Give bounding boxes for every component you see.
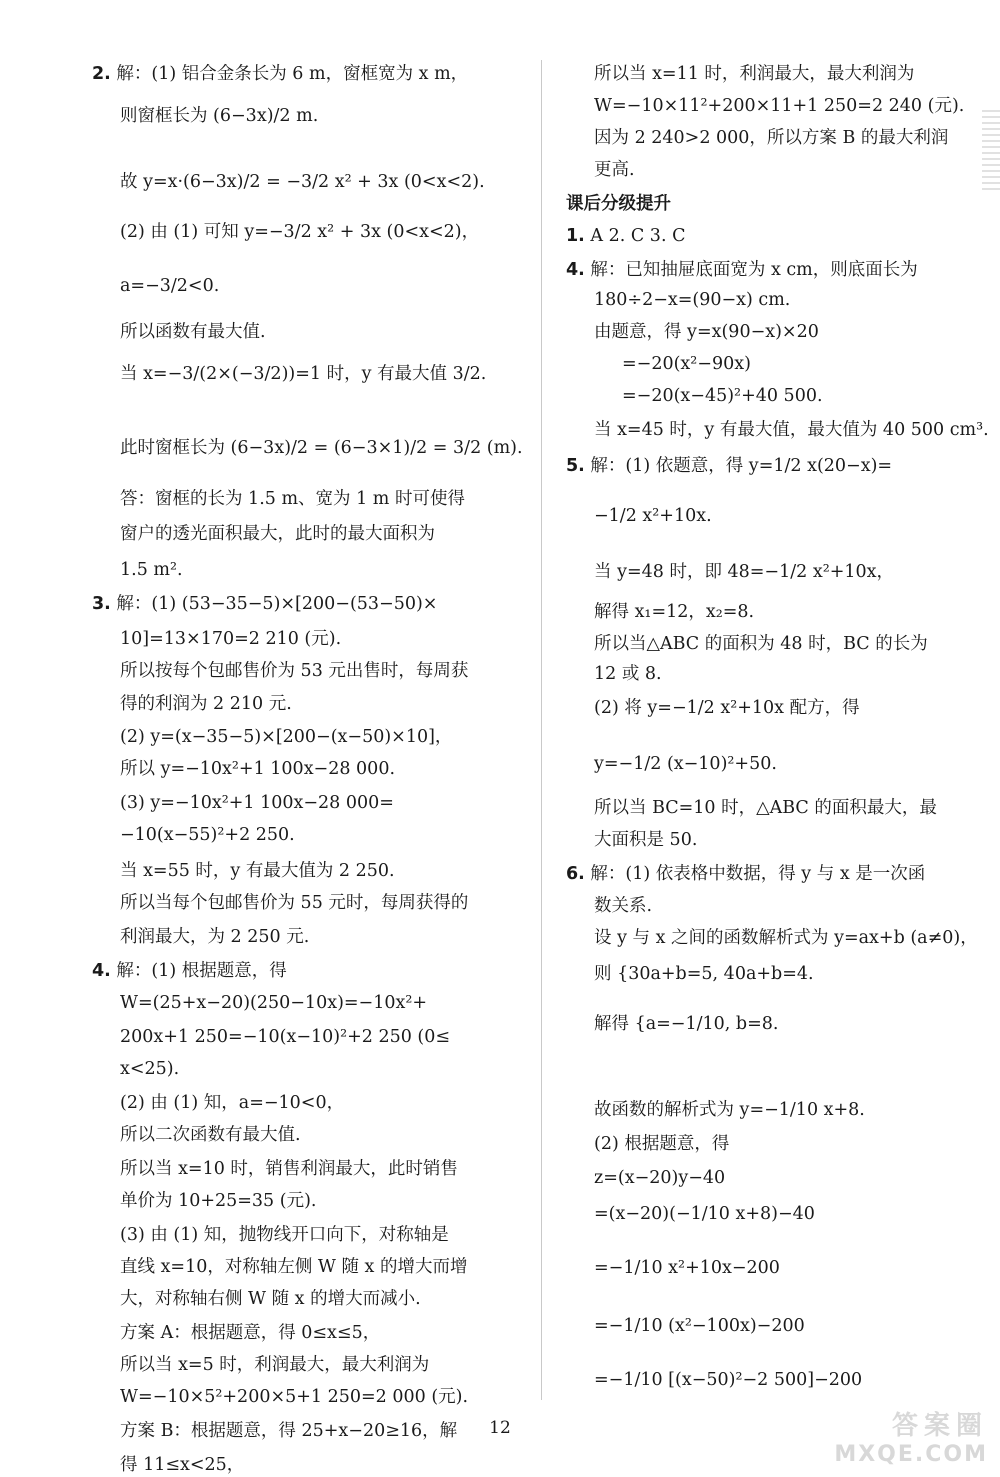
section-heading: 课后分级提升 <box>566 194 671 214</box>
answer-line: 解得 x₁=12，x₂=8. <box>594 602 755 622</box>
answer-line: 180÷2−x=(90−x) cm. <box>594 290 791 310</box>
answer-line: 大，对称轴右侧 W 随 x 的增大而减小. <box>120 1289 421 1309</box>
answer-line: 3. 解：(1) (53−35−5)×[200−(53−50)× <box>92 594 438 614</box>
answer-line: 此时窗框长为 (6−3x)/2 = (6−3×1)/2 = 3/2 (m). <box>120 438 523 458</box>
question-number: 6. <box>566 864 585 884</box>
answer-line: 4. 解：已知抽屉底面宽为 x cm，则底面长为 <box>566 260 918 280</box>
answer-line: 得 11≤x<25， <box>120 1455 245 1475</box>
answer-line: 设 y 与 x 之间的函数解析式为 y=ax+b (a≠0)， <box>594 928 978 948</box>
answer-line: (3) y=−10x²+1 100x−28 000= <box>120 793 394 813</box>
answer-line: 所以当 BC=10 时，△ABC 的面积最大，最 <box>594 798 937 818</box>
column-divider <box>541 60 542 1400</box>
answer-line: −1/2 x²+10x. <box>594 506 712 526</box>
page-number: 12 <box>489 1418 511 1438</box>
answer-line: =−1/10 [(x−50)²−2 500]−200 <box>594 1370 863 1390</box>
question-number: 1. <box>566 226 585 246</box>
answer-line: (2) y=(x−35−5)×[200−(x−50)×10]， <box>120 727 453 747</box>
answer-line: 1. A 2. C 3. C <box>566 226 686 246</box>
answer-line: 则窗框长为 (6−3x)/2 m. <box>120 106 319 126</box>
answer-line: 当 y=48 时，即 48=−1/2 x²+10x， <box>594 562 895 582</box>
answer-line: (2) 将 y=−1/2 x²+10x 配方，得 <box>594 698 860 718</box>
answer-line: 4. 解：(1) 根据题意，得 <box>92 961 287 981</box>
question-number: 4. <box>92 961 111 981</box>
answer-line: 解得 {a=−1/10, b=8. <box>594 1014 779 1034</box>
answer-line: 大面积是 50. <box>594 830 698 850</box>
answer-line: (2) 由 (1) 可知 y=−3/2 x² + 3x (0<x<2)， <box>120 222 480 242</box>
answer-line: 由题意，得 y=x(90−x)×20 <box>594 322 819 342</box>
answer-line: 所以当 x=10 时，销售利润最大，此时销售 <box>120 1159 458 1179</box>
answer-line: 当 x=55 时，y 有最大值为 2 250. <box>120 861 395 881</box>
answer-line: 故 y=x·(6−3x)/2 = −3/2 x² + 3x (0<x<2). <box>120 172 485 192</box>
answer-line: 5. 解：(1) 依题意，得 y=1/2 x(20−x)= <box>566 456 893 476</box>
watermark-line2: MXQE.COM <box>834 1442 988 1467</box>
watermark-line1: 答案圈 <box>891 1411 988 1441</box>
answer-line: 所以函数有最大值. <box>120 322 266 342</box>
question-number: 2. <box>92 64 111 84</box>
answer-line: 单价为 10+25=35 (元). <box>120 1191 317 1211</box>
answer-line: W=−10×11²+200×11+1 250=2 240 (元). <box>594 96 965 116</box>
answer-line: 利润最大，为 2 250 元. <box>120 927 310 947</box>
scan-edge-mark <box>982 110 1000 190</box>
answer-line: 当 x=−3/(2×(−3/2))=1 时，y 有最大值 3/2. <box>120 364 487 384</box>
answer-line: 更高. <box>594 160 635 180</box>
question-number: 3. <box>92 594 111 614</box>
answer-line: 200x+1 250=−10(x−10)²+2 250 (0≤ <box>120 1027 451 1047</box>
answer-line: 2. 解：(1) 铝合金条长为 6 m，窗框宽为 x m， <box>92 64 469 84</box>
answer-line: =−20(x−45)²+40 500. <box>622 386 823 406</box>
answer-line: 所以当 x=5 时，利润最大，最大利润为 <box>120 1355 430 1375</box>
answer-line: 10]=13×170=2 210 (元). <box>120 629 342 649</box>
answer-line: y=−1/2 (x−10)²+50. <box>594 754 777 774</box>
answer-line: 数关系. <box>594 896 653 916</box>
answer-line: x<25). <box>120 1059 180 1079</box>
question-number: 5. <box>566 456 585 476</box>
answer-line: 则 {30a+b=5, 40a+b=4. <box>594 964 814 984</box>
answer-line: 6. 解：(1) 依表格中数据，得 y 与 x 是一次函 <box>566 864 926 884</box>
answer-line: (2) 由 (1) 知，a=−10<0， <box>120 1093 345 1113</box>
answer-line: W=−10×5²+200×5+1 250=2 000 (元). <box>120 1387 469 1407</box>
answer-line: 方案 A：根据题意，得 0≤x≤5， <box>120 1323 381 1343</box>
answer-line: 故函数的解析式为 y=−1/10 x+8. <box>594 1100 865 1120</box>
answer-line: (3) 由 (1) 知，抛物线开口向下，对称轴是 <box>120 1225 449 1245</box>
answer-line: =(x−20)(−1/10 x+8)−40 <box>594 1204 815 1224</box>
answer-line: 得的利润为 2 210 元. <box>120 694 292 714</box>
answer-line: 所以 y=−10x²+1 100x−28 000. <box>120 759 396 779</box>
answer-line: 答：窗框的长为 1.5 m、宽为 1 m 时可使得 <box>120 489 465 509</box>
answer-line: z=(x−20)y−40 <box>594 1168 726 1188</box>
answer-line: a=−3/2<0. <box>120 276 220 296</box>
answer-line: =−1/10 x²+10x−200 <box>594 1258 780 1278</box>
answer-line: 所以按每个包邮售价为 53 元出售时，每周获 <box>120 661 469 681</box>
answer-line: 12 或 8. <box>594 664 662 684</box>
answer-line: 方案 B：根据题意，得 25+x−20≥16，解 <box>120 1421 458 1441</box>
answer-line: =−1/10 (x²−100x)−200 <box>594 1316 805 1336</box>
answer-line: 所以二次函数有最大值. <box>120 1125 301 1145</box>
answer-line: 当 x=45 时，y 有最大值，最大值为 40 500 cm³. <box>594 420 989 440</box>
answer-line: 所以当 x=11 时，利润最大，最大利润为 <box>594 64 915 84</box>
answer-line: 因为 2 240>2 000，所以方案 B 的最大利润 <box>594 128 949 148</box>
answer-line: 所以当每个包邮售价为 55 元时，每周获得的 <box>120 893 469 913</box>
answer-line: =−20(x²−90x) <box>622 354 751 374</box>
answer-line: (2) 根据题意，得 <box>594 1134 730 1154</box>
answer-line: W=(25+x−20)(250−10x)=−10x²+ <box>120 993 428 1013</box>
answer-line: 1.5 m². <box>120 560 183 580</box>
answer-line: 直线 x=10，对称轴左侧 W 随 x 的增大而增 <box>120 1257 468 1277</box>
answer-line: 窗户的透光面积最大，此时的最大面积为 <box>120 524 435 544</box>
watermark <box>834 1405 988 1467</box>
answer-line: 所以当△ABC 的面积为 48 时，BC 的长为 <box>594 634 928 654</box>
answer-line: −10(x−55)²+2 250. <box>120 825 295 845</box>
question-number: 4. <box>566 260 585 280</box>
